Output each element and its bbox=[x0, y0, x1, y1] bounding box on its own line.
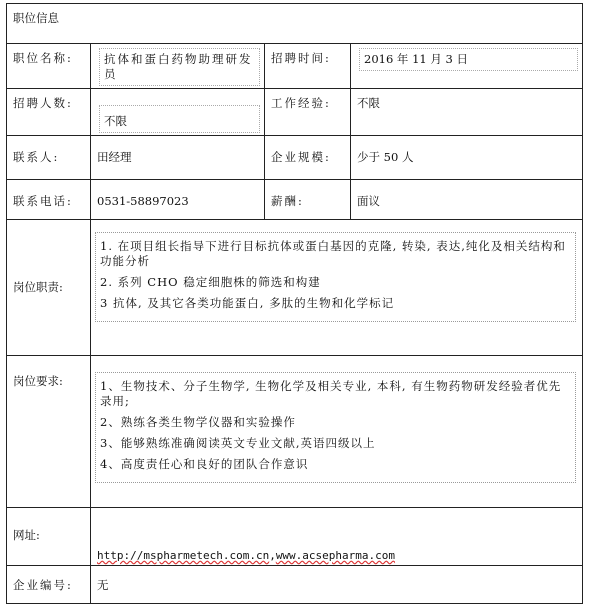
position-name-value: 抗体和蛋白药物助理研发员 bbox=[99, 48, 260, 86]
phone-value: 0531-58897023 bbox=[91, 180, 265, 220]
table-row bbox=[7, 566, 583, 604]
website-label: 网址: bbox=[7, 508, 91, 566]
title-row bbox=[7, 4, 583, 44]
duty-item: 2. 系列 CHO 稳定细胞株的筛选和构建 bbox=[100, 275, 321, 289]
requirement-item: 1、生物技术、分子生物学, 生物化学及相关专业, 本科, 有生物药物研发经验者优先录用; bbox=[100, 379, 562, 408]
headcount-label: 招聘人数: bbox=[7, 89, 91, 136]
position-name-label: 职位名称: bbox=[7, 44, 91, 89]
experience-value: 不限 bbox=[351, 89, 583, 136]
experience-label: 工作经验: bbox=[265, 89, 351, 136]
website-link-2[interactable]: www.acsepharma.com bbox=[275, 549, 396, 562]
section-title: 职位信息 bbox=[7, 4, 583, 44]
requirements-label: 岗位要求: bbox=[7, 356, 91, 508]
table-row bbox=[7, 136, 583, 180]
recruit-time-label: 招聘时间: bbox=[265, 44, 351, 89]
contact-value: 田经理 bbox=[91, 136, 265, 180]
duty-item: 1. 在项目组长指导下进行目标抗体或蛋白基因的克隆, 转染, 表达,纯化及相关结构和功能分析 bbox=[100, 239, 566, 268]
website-separator: , bbox=[269, 549, 276, 562]
table-row bbox=[7, 220, 583, 356]
recruit-time-value: 2016 年 11 月 3 日 bbox=[359, 48, 578, 71]
phone-label: 联系电话: bbox=[7, 180, 91, 220]
salary-value: 面议 bbox=[351, 180, 583, 220]
requirement-item: 3、能够熟练准确阅读英文专业文献,英语四级以上 bbox=[100, 436, 376, 450]
duties-box bbox=[95, 232, 576, 322]
duties-label: 岗位职责: bbox=[7, 220, 91, 356]
company-id-label: 企业编号: bbox=[7, 566, 91, 604]
table-row bbox=[7, 508, 583, 566]
company-size-value: 少于 50 人 bbox=[351, 136, 583, 180]
table-row bbox=[7, 356, 583, 508]
contact-label: 联系人: bbox=[7, 136, 91, 180]
company-size-label: 企业规模: bbox=[265, 136, 351, 180]
website-link-1[interactable]: http://mspharmetech.com.cn bbox=[97, 549, 270, 562]
table-row bbox=[7, 44, 583, 89]
requirement-item: 4、高度责任心和良好的团队合作意识 bbox=[100, 457, 309, 471]
requirement-item: 2、熟练各类生物学仪器和实验操作 bbox=[100, 415, 296, 429]
job-info-table bbox=[6, 3, 583, 604]
table-row bbox=[7, 180, 583, 220]
duty-item: 3 抗体, 及其它各类功能蛋白, 多肽的生物和化学标记 bbox=[100, 296, 395, 310]
requirements-box bbox=[95, 372, 576, 483]
company-id-value: 无 bbox=[91, 566, 583, 604]
salary-label: 薪酬: bbox=[265, 180, 351, 220]
headcount-value: 不限 bbox=[99, 105, 260, 133]
table-row bbox=[7, 89, 583, 136]
